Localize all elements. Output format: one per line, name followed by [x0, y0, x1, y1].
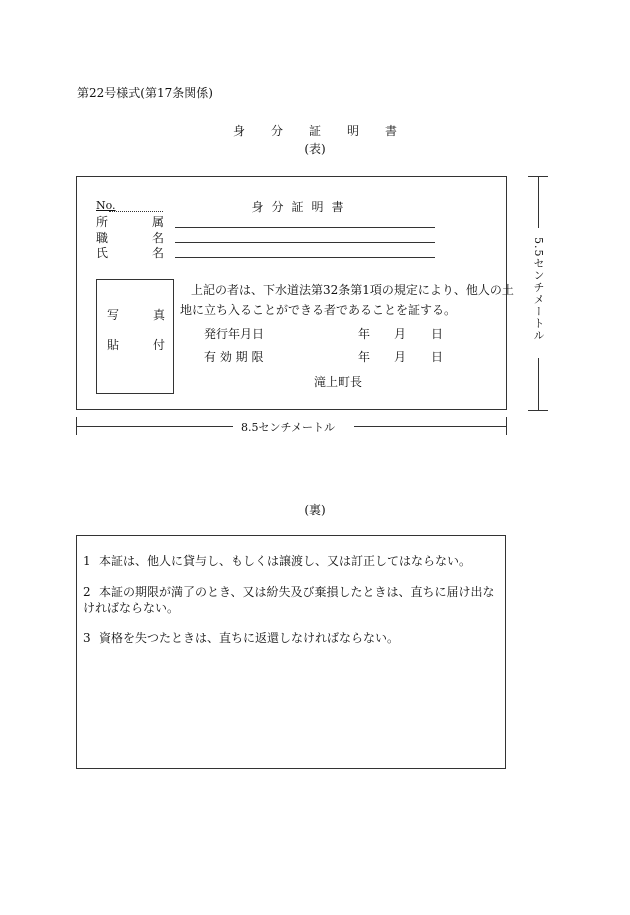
affiliation-label-char: 所 [96, 215, 109, 229]
validity-month: 月 [394, 350, 407, 364]
photo-label-row2 [107, 336, 165, 353]
back-label: (裏) [304, 503, 326, 517]
note-text: 資格を失つたときは、直ちに返還しなければならない。 [99, 631, 400, 645]
photo-char: 貼 [107, 338, 120, 352]
statement-line-2: 地に立ち入ることができる者であることを証する。 [180, 303, 457, 317]
name-label-char: 氏 [96, 246, 109, 260]
height-dimension-tick-bottom [528, 410, 548, 411]
position-label-char: 名 [151, 231, 164, 245]
note-text: 本証は、他人に貸与し、もしくは譲渡し、又は訂正してはならない。 [99, 554, 472, 568]
photo-box [96, 279, 174, 394]
name-label [96, 244, 164, 261]
issuer: 滝上町長 [314, 375, 363, 389]
front-label: (表) [304, 142, 326, 156]
width-dimension-tick-right [506, 417, 507, 435]
id-card-back [76, 535, 506, 769]
affiliation-line [175, 227, 435, 228]
card-number-label: No. [96, 199, 116, 212]
note-text: 本証の期限が満了のとき、又は紛失及び棄損したときは、直ちに届け出なければならない。 [83, 585, 495, 615]
position-line [175, 242, 435, 243]
height-dimension-line-top [538, 176, 539, 228]
position-label-char: 職 [96, 231, 109, 245]
page-title: 身分証明書 [232, 124, 423, 138]
note-item [83, 584, 503, 616]
issue-year: 年 [358, 327, 371, 341]
note-number: 1 [83, 554, 91, 568]
width-dimension-line-left [76, 426, 233, 427]
height-dimension-label: 5.5センチメートル [532, 237, 545, 342]
name-line [175, 257, 435, 258]
note-item [83, 630, 503, 646]
note-number: 3 [83, 631, 91, 645]
width-dimension-label: 8.5センチメートル [241, 421, 336, 434]
form-number: 第22号様式(第17条関係) [77, 86, 213, 100]
height-dimension-line-bottom [538, 358, 539, 410]
card-title: 身分証明書 [251, 200, 352, 214]
statement-line-1: 上記の者は、下水道法第32条第1項の規定により、他人の土 [191, 283, 514, 297]
issue-date-label: 発行年月日 [204, 327, 265, 341]
photo-char: 真 [152, 308, 165, 322]
note-item [83, 553, 503, 569]
validity-year: 年 [358, 350, 371, 364]
name-label-char: 名 [151, 246, 164, 260]
photo-char: 写 [107, 308, 120, 322]
photo-char: 付 [152, 338, 165, 352]
affiliation-label [96, 213, 164, 230]
validity-label: 有 効 期 限 [204, 350, 264, 364]
photo-label-row1 [107, 306, 165, 323]
issue-day: 日 [431, 327, 444, 341]
note-number: 2 [83, 585, 91, 599]
validity-day: 日 [431, 350, 444, 364]
issue-month: 月 [394, 327, 407, 341]
id-card-front [76, 176, 514, 410]
width-dimension-line-right [354, 426, 506, 427]
affiliation-label-char: 属 [151, 215, 164, 229]
